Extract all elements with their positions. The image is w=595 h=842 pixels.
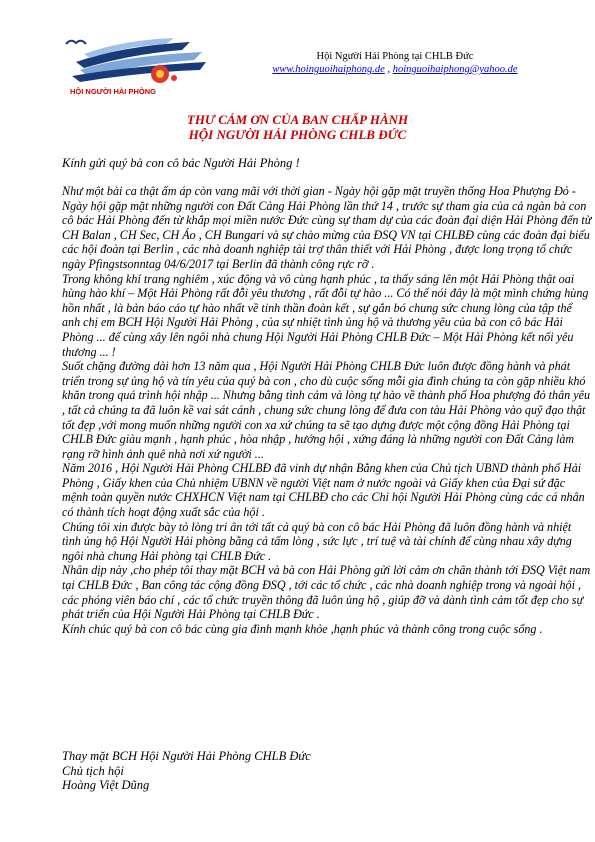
website-link[interactable]: www.hoinguoihaiphong.de	[272, 64, 385, 75]
paragraph: Suốt chặng đường dài hơn 13 năm qua , Hội Người Hải Phòng CHLB Đức luôn được đồng hành và phát triển trong sự ủng hộ và tín yêu của quý bà con , cho dù cuộc sống mỗi gia đình chúng ta còn gặp nhiều khó khăn trong quá trình hội nhập ... Nhưng bằng tình cảm và lòng tự hào về thành phố Hoa phượng đỏ thân yêu , tất cả chúng ta đã luôn kề vai sát cánh , chung sức chung lòng để đưa con tàu Hải Phòng vào quỹ đạo thật tốt đẹp ,với mong muốn những người con xa xứ chúng ta sẽ tạo dựng được một cộng đồng Hải Phòng tại CHLB Đức giàu mạnh , hạnh phúc , hòa nhập , hướng hội , xứng đáng là những người con Đất Cảng làm rạng rỡ hình ảnh quê nhà nơi xứ người ...	[62, 359, 590, 461]
paragraph: Kính chúc quý bà con cô bác cùng gia đình mạnh khỏe ,hạnh phúc và thành công trong cuộc sống .	[62, 621, 543, 636]
signature-name: Hoàng Việt Dũng	[62, 778, 150, 793]
paragraph: Chúng tôi xin được bày tỏ lòng tri ân tới tất cả quý bà con cô bác Hải Phòng đã luôn đồng hành và nhiệt tình ủng hộ Hội Người Hải phòng bằng cả tấm lòng , sức lực , trí tuệ và tài chính để cùng nhau xây dựng ngôi nhà chung Hải phòng tại CHLB Đức .	[62, 519, 572, 563]
svg-text:HỘI NGƯỜI HẢI PHÒNG: HỘI NGƯỜI HẢI PHÒNG	[70, 87, 156, 96]
paragraph: Như một bài ca thật ấm áp còn vang mãi với thời gian - Ngày hội gặp mặt truyền thống Hoa Phượng Đỏ - Ngày hội gặp mặt những người con Đất Cảng Hải Phòng lần thứ 14 , trước sự tham gia của cả ngàn bà con cô bác Hải Phòng đến từ khắp mọi miền nước Đức cùng sự tham dự của các đoàn đại diện Hải Phòng đến từ CH Balan , CH Sec, CH Áo , CH Bungari và sự chào mừng của ĐSQ VN tại CHLBĐ cùng các đoàn đại biểu các hội đoàn tại Berlin , các nhà doanh nghiệp tài trợ thân thiết với Hải Phòng , được long trọng tổ chức ngày Pfingstsonntag 04/6/2017 tại Berlin đã thành công rực rỡ .	[62, 184, 592, 271]
signature-line1: Thay mặt BCH Hội Người Hải Phòng CHLB Đức	[62, 749, 311, 763]
signature-title: Chủ tịch hội	[62, 763, 124, 778]
greeting: Kính gửi quý bà con cô bác Người Hải Phòng !	[62, 156, 300, 170]
paragraph: Nhân dịp này ,cho phép tôi thay mặt BCH và bà con Hải Phòng gửi lời cảm ơn chân thành tới ĐSQ Việt nam tại CHLB Đức , Ban công tác cộng đồng ĐSQ , tới các tổ chức , các nhà doanh nghiệp trong và ngoài hội , các phóng viên báo chí , các tổ chức truyền thông đã luôn ủng hộ , giúp đỡ và dành tình cảm tốt đẹp cho sự phát triển của Hội Người Hải Phòng tại CHLB Đức .	[62, 563, 591, 622]
paragraph: Năm 2016 , Hội Người Hải Phòng CHLBĐ đã vinh dự nhận Bằng khen của Chủ tịch UBND thành phố Hải Phòng , Giấy khen của Chủ nhiệm UBNN về người Việt nam ở nước ngoài và Giấy khen của Đại sứ đặc mệnh toàn quyền nước CHXHCN Việt nam tại CHLBĐ cho các Chi hội Người Hải Phòng cùng các cá nhân có thành tích hoạt động xuất sắc của hội .	[62, 461, 585, 520]
paragraph: Trong không khí trang nghiêm , xúc động và vô cùng hạnh phúc , ta thấy sáng lên một Hải Phòng thật oai hùng hào khí – Một Hải Phòng rất đỗi yêu thương , rất đỗi tự hào ... Có thể nói đây là một mình chứng hùng hồn nhất , là bản báo cáo tự hào nhất về tinh thần đoàn kết , sự gắn bó chung sức chung lòng của tập thể anh chị em BCH Hội Người Hải Phòng , của sự nhiệt tình ủng hộ và thương yêu của bà con cô bác Hải Phòng ... để cùng xây lên ngôi nhà chung Hội Người Hải Phòng CHLB Đức – Một Hải Phòng kết nối yêu thương ... !	[62, 271, 589, 359]
signature-block	[62, 749, 311, 793]
email-link[interactable]: hoinguoihaiphong@yahoo.de	[392, 64, 518, 75]
letter-title-line1: THƯ CẢM ƠN CỦA BAN CHẤP HÀNH	[186, 112, 409, 127]
letter-title-line2: HỘI NGƯỜI HẢI PHÒNG CHLB ĐỨC	[188, 127, 407, 142]
letter-body	[62, 184, 592, 636]
organization-name: Hội Người Hải Phòng tại CHLB Đức	[316, 51, 474, 62]
hoi-nguoi-hai-phong-logo	[62, 26, 210, 98]
header-links	[230, 64, 560, 75]
links-separator: ,	[384, 64, 393, 75]
